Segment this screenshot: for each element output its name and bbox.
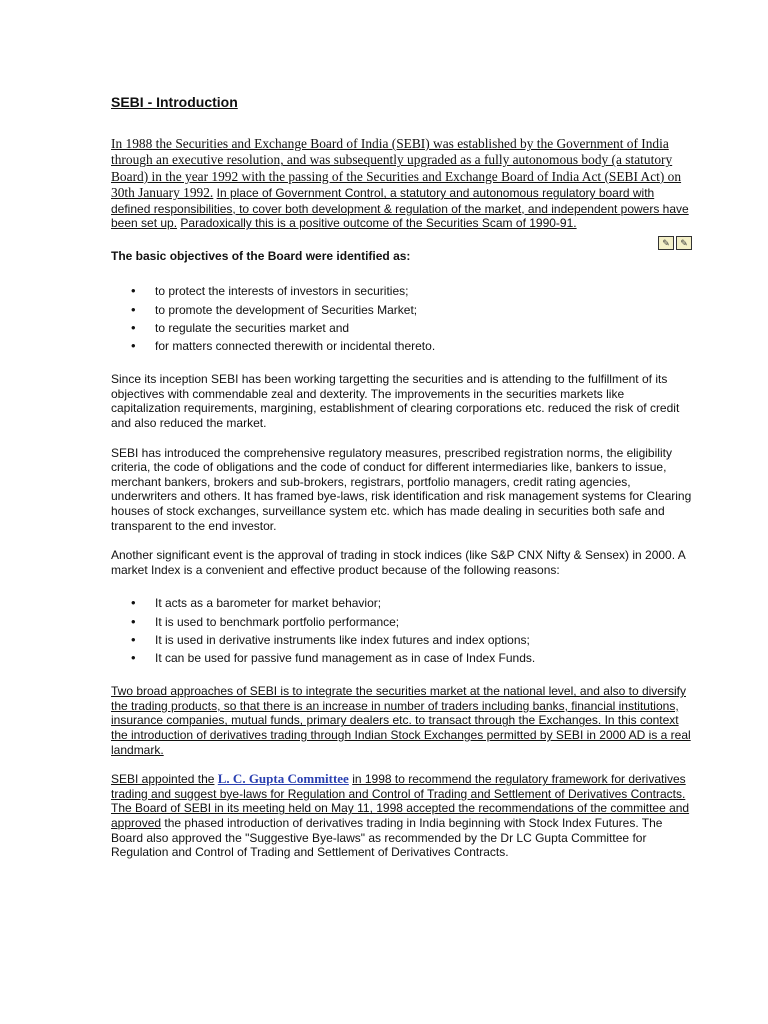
comment-markers xyxy=(658,236,692,250)
committee-underlined-text: in 1998 to recommend the regulatory framework for derivatives trading and suggest bye-laws for Regulation and Control of Trading and Settlement of Derivatives Contracts. The Board of SEBI in its meeting held on May 11, 1998 accepted the recommendations of the committee and approved xyxy=(111,772,690,831)
paragraph-regulatory-measures: SEBI has introduced the comprehensive regulatory measures, prescribed registration norms, the eligibility criteria, the code of obligations and the code of conduct for different intermediaries like, bankers to issue, merchant bankers, brokers and sub-brokers, registrars, portfolio managers, credit rating agencies, underwriters and others. It has framed bye-laws, risk identification and risk management systems for Clearing houses of stock exchanges, surveillance system etc. which has made dealing in securities both safe and transparent to the end investor. xyxy=(111,445,692,533)
list-item: • It is used to benchmark portfolio performance; xyxy=(111,615,696,630)
objectives-heading: The basic objectives of the Board were identified as: xyxy=(111,248,411,263)
list-item: • to promote the development of Securities Market; xyxy=(111,303,696,318)
paragraph-approaches: Two broad approaches of SEBI is to integrate the securities market at the national level, and also to diversify the trading products, so that there is an increase in number of traders including banks, financial institutions, insurance companies, mutual funds, primary dealers etc. to transact through the Exchanges. In this context the introduction of derivatives trading through Indian Stock Exchanges permitted by SEBI in 2000 AD is a real landmark. xyxy=(111,684,691,757)
list-item: • to regulate the securities market and xyxy=(111,321,696,336)
comment-marker-icon[interactable]: ✎ xyxy=(676,236,692,250)
document-body xyxy=(111,93,696,875)
paragraph-committee xyxy=(111,772,696,860)
intro-sans-text-2: Paradoxically this is a positive outcome of the Securities Scam of 1990-91. xyxy=(180,216,577,231)
committee-rest-text: the phased introduction of derivatives trading in India beginning with Stock Index Futures. The Board also approved the "Suggestive Bye-laws" as recommended by the Dr LC Gupta Committee for Regulation and Control of Trading and Settlement of Derivatives Contracts. xyxy=(111,816,663,860)
paragraph-inception: Since its inception SEBI has been working targetting the securities and is attending to the fulfillment of its objectives with commendable zeal and dexterity. The improvements in the securities markets like capitalization requirements, margining, establishment of clearing corporations etc. reduced the risk of credit and also reduced the market. xyxy=(111,372,680,431)
objectives-list xyxy=(111,284,696,353)
comment-marker-icon[interactable]: ✎ xyxy=(658,236,674,250)
list-item: • to protect the interests of investors in securities; xyxy=(111,284,696,299)
intro-serif-text: In 1988 the Securities and Exchange Board of India (SEBI) was established by the Government of India through an executive resolution, and was subsequently upgraded as a fully autonomous body (a statutory Board) in the year 1992 with the passing of the Securities and Exchange Board of India Act (SEBI Act) on 30th January 1992. xyxy=(111,136,682,201)
list-item: • It is used in derivative instruments like index futures and index options; xyxy=(111,633,696,648)
paragraph-stock-indices: Another significant event is the approval of trading in stock indices (like S&P CNX Nifty & Sensex) in 2000. A market Index is a convenient and effective product because of the following reasons: xyxy=(111,548,686,577)
list-item: • It can be used for passive fund management as in case of Index Funds. xyxy=(111,651,696,666)
committee-intro-text: SEBI appointed the xyxy=(111,772,215,787)
intro-paragraph xyxy=(111,136,696,248)
reasons-list xyxy=(111,596,696,665)
lc-gupta-committee-link[interactable]: L. C. Gupta Committee xyxy=(217,771,349,787)
list-item: • It acts as a barometer for market behavior; xyxy=(111,596,696,611)
list-item: • for matters connected therewith or incidental thereto. xyxy=(111,339,696,354)
intro-sans-text-1: In place of Government Control, a statutory and autonomous regulatory board with defined responsibilities, to cover both development & regulation of the market, and independent powers have been set up. xyxy=(111,186,689,231)
page-title: SEBI - Introduction xyxy=(111,94,238,110)
